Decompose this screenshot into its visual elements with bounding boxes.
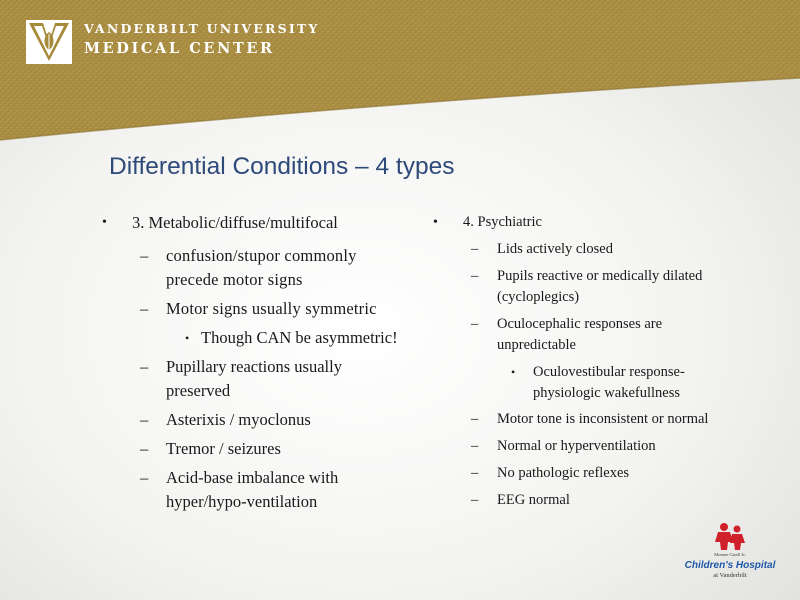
left-column [102,211,402,519]
logo-line2: Children's Hospital [684,560,776,571]
dash-item [433,266,733,308]
bullet-marker: • [102,215,107,230]
item-text: Motor tone is inconsistent or normal [497,411,709,427]
dash-item [433,314,733,356]
dash-item [102,355,402,403]
dash-marker: – [140,299,149,318]
dash-item [433,490,733,511]
vanderbilt-v-oak-leaf-icon [26,20,72,64]
brand-university: VANDERBILT UNIVERSITY [84,21,320,36]
brand-medical-center: MEDICAL CENTER [84,40,275,57]
dash-marker: – [140,410,149,429]
item-text: EEG normal [497,492,570,508]
dash-item [102,297,402,321]
item-text: Tremor / seizures [166,439,281,458]
dash-marker: – [471,268,479,284]
item-text: Asterixis / myoclonus [166,410,311,429]
item-text: Oculovestibular response- physiologic wakefullness [533,364,685,401]
item-text: Motor signs usually symmetric [166,299,377,318]
bullet-marker: • [185,331,190,345]
bullet-marker: • [433,215,438,230]
dash-item [433,436,733,457]
logo-line1: Monroe Carell Jr. [714,552,746,557]
item-text: Normal or hyperventilation [497,438,656,454]
item-text: No pathologic reflexes [497,465,630,481]
item-text: Oculocephalic responses are unpredictable [497,316,663,353]
slide-title: Differential Conditions – 4 types [109,153,455,180]
heading-metabolic: 3. Metabolic/diffuse/multifocal [132,213,338,232]
dash-item [102,437,402,461]
dash-marker: – [140,246,149,265]
bullet-item [433,212,733,233]
bullet-marker: • [511,365,516,379]
brand-text [84,21,320,57]
header-band [0,0,800,140]
dash-marker: – [471,316,479,332]
dash-item [433,239,733,260]
item-text: Acid-base imbalance with hyper/hypo-ventilation [166,468,339,511]
bullet-subitem [102,326,402,350]
dash-item [102,244,402,292]
item-text: Pupillary reactions usually preserved [166,357,342,400]
item-text: confusion/stupor commonly precede motor signs [166,246,357,289]
bullet-item [102,211,402,235]
right-column [433,212,733,517]
dash-marker: – [471,438,479,454]
dash-marker: – [471,241,479,257]
dash-item [433,409,733,430]
dash-item [433,463,733,484]
dash-marker: – [140,439,149,458]
kids-figures-icon [715,523,745,550]
item-text: Lids actively closed [497,241,613,257]
dash-marker: – [140,357,149,376]
item-text: Pupils reactive or medically dilated (cycloplegics) [497,268,703,305]
bullet-subitem [433,362,733,404]
dash-marker: – [471,465,479,481]
dash-marker: – [471,411,479,427]
dash-marker: – [471,492,479,508]
dash-item [102,466,402,514]
dash-item [102,408,402,432]
logo-line3: at Vanderbilt [713,572,747,579]
item-text: Though CAN be asymmetric! [201,328,398,347]
dash-marker: – [140,468,149,487]
heading-psychiatric: 4. Psychiatric [463,214,542,230]
childrens-hospital-logo [684,520,776,586]
